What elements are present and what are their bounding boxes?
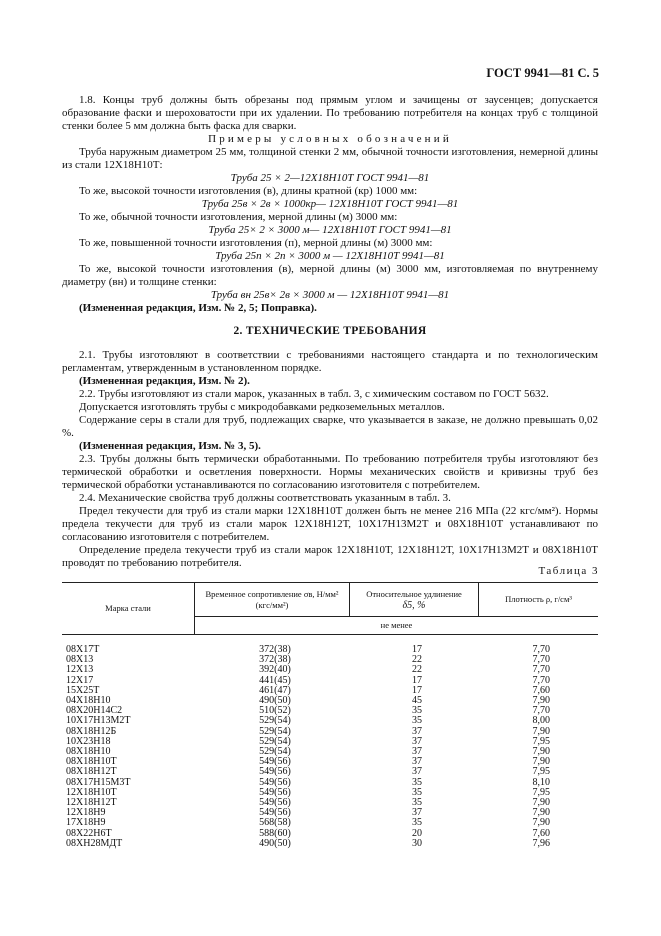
cell-elongation: 35 — [412, 715, 422, 727]
example-5-formula: Труба вн 25в× 2в × 3000 м — 12Х18Н10Т 9941—81 — [210, 289, 450, 301]
cell-tensile-strength: 549(56) — [259, 807, 291, 819]
cell-elongation: 37 — [412, 735, 422, 747]
cell-tensile-strength: 549(56) — [259, 756, 291, 768]
cell-density: 7,90 — [532, 817, 550, 829]
cell-tensile-strength: 510(52) — [259, 705, 291, 717]
section-2 — [62, 349, 598, 570]
cell-steel-grade: 15Х25Т — [66, 684, 100, 696]
cell-steel-grade: 08Х18Н10 — [66, 746, 111, 758]
cell-tensile-strength: 529(54) — [259, 715, 291, 727]
table-row — [62, 635, 598, 656]
paragraph-2-4-determination: Определение предела текучести труб из стали марок 12Х18Н10Т, 12Х18Н12Т, 10Х17Н13М2Т и 08Х18Н10Т проводят по требованию потребителя. — [62, 544, 598, 569]
table-row — [62, 727, 598, 737]
cell-elongation: 37 — [412, 756, 422, 768]
cell-tensile-strength: 529(54) — [259, 746, 291, 758]
cell-tensile-strength: 568(58) — [259, 817, 291, 829]
cell-steel-grade: 12Х17 — [66, 674, 94, 686]
subheader-minimum: не менее — [195, 617, 599, 635]
table-row — [62, 655, 598, 665]
col-header-elongation — [350, 583, 479, 617]
col-header-elongation-line2: δ5, % — [402, 599, 426, 611]
cell-elongation: 20 — [412, 827, 422, 839]
cell-density: 7,90 — [532, 725, 550, 737]
cell-density: 7,90 — [532, 797, 550, 809]
table-row — [62, 839, 598, 849]
cell-elongation: 37 — [412, 807, 422, 819]
cell-tensile-strength: 529(54) — [259, 725, 291, 737]
cell-density: 7,95 — [532, 735, 550, 747]
cell-density: 7,90 — [532, 746, 550, 758]
cell-tensile-strength: 529(54) — [259, 735, 291, 747]
cell-tensile-strength: 372(38) — [259, 644, 291, 655]
cell-density: 7,70 — [532, 664, 550, 676]
cell-tensile-strength: 549(56) — [259, 766, 291, 778]
paragraph-2-2-rare-earth: Допускается изготовлять трубы с микродобавками редкоземельных металлов. — [79, 401, 445, 413]
col-header-elongation-line1: Относительное удлинение — [366, 588, 462, 599]
table-row — [62, 778, 598, 788]
cell-tensile-strength: 372(38) — [259, 654, 291, 666]
example-3-formula: Труба 25× 2 × 3000 м— 12Х18Н10Т ГОСТ 9941—81 — [208, 224, 452, 236]
table-row — [62, 757, 598, 767]
cell-steel-grade: 08Х18Н10Т — [66, 756, 117, 768]
table-row — [62, 747, 598, 757]
cell-density: 7,70 — [532, 654, 550, 666]
cell-elongation: 17 — [412, 644, 422, 655]
table-row — [62, 696, 598, 706]
cell-elongation: 37 — [412, 766, 422, 778]
example-2-formula: Труба 25в × 2в × 1000кр— 12Х18Н10Т ГОСТ 9941—81 — [201, 198, 459, 210]
example-3-text: То же, обычной точности изготовления, мерной длины (м) 3000 мм: — [79, 211, 398, 223]
cell-density: 7,60 — [532, 684, 550, 696]
cell-tensile-strength: 441(45) — [259, 674, 291, 686]
cell-steel-grade: 12Х13 — [66, 664, 94, 676]
cell-tensile-strength: 588(60) — [259, 827, 291, 839]
example-1-text: Труба наружным диаметром 25 мм, толщиной стенки 2 мм, обычной точности изготовления, немерной длины из стали 12Х18Н10Т: — [62, 146, 598, 171]
table-row — [62, 706, 598, 716]
cell-tensile-strength: 392(40) — [259, 664, 291, 676]
cell-density: 7,90 — [532, 695, 550, 707]
table-row — [62, 665, 598, 675]
table-row — [62, 818, 598, 828]
cell-elongation: 30 — [412, 837, 422, 849]
cell-density: 7,90 — [532, 756, 550, 768]
cell-elongation: 35 — [412, 705, 422, 717]
table-row — [62, 737, 598, 747]
cell-elongation: 17 — [412, 684, 422, 696]
cell-steel-grade: 08Х17Н15М3Т — [66, 776, 131, 788]
cell-density: 7,70 — [532, 674, 550, 686]
example-4-text: То же, повышенной точности изготовления (п), мерной длины (м) 3000 мм: — [79, 237, 433, 249]
table-row — [62, 808, 598, 818]
section-2-title: 2. ТЕХНИЧЕСКИЕ ТРЕБОВАНИЯ — [233, 325, 427, 337]
col-header-density: Плотность ρ, г/см³ — [479, 583, 599, 617]
cell-steel-grade: 04Х18Н10 — [66, 695, 111, 707]
cell-tensile-strength: 490(50) — [259, 837, 291, 849]
cell-steel-grade: 08Х18Н12Т — [66, 766, 117, 778]
table-row — [62, 788, 598, 798]
cell-steel-grade: 10Х17Н13М2Т — [66, 715, 131, 727]
page-header: ГОСТ 9941—81 С. 5 — [486, 66, 599, 80]
cell-density: 8,00 — [532, 715, 550, 727]
paragraph-2-4: 2.4. Механические свойства труб должны соответствовать указанным в табл. 3. — [79, 492, 451, 504]
table-row — [62, 716, 598, 726]
table-row — [62, 767, 598, 777]
paragraph-2-3: 2.3. Трубы должны быть термически обработанными. По требованию потребителя трубы изготовляют без термической обработки и осветления поверхности. Нормы механических свойств и кривизны труб без термической обработки устанавливаются по согласованию изготовителя с потребителем. — [62, 453, 598, 491]
cell-steel-grade: 08ХН28МДТ — [66, 837, 123, 849]
cell-steel-grade: 08Х18Н12Б — [66, 725, 117, 737]
cell-elongation: 35 — [412, 776, 422, 788]
cell-elongation: 35 — [412, 786, 422, 798]
paragraph-2-1: 2.1. Трубы изготовляют в соответствии с требованиями настоящего стандарта и по технологическим регламентам, утвержденным в установленном порядке. — [62, 349, 598, 374]
cell-elongation: 22 — [412, 654, 422, 666]
table-row — [62, 829, 598, 839]
cell-steel-grade: 12Х18Н10Т — [66, 786, 117, 798]
cell-steel-grade: 12Х18Н9 — [66, 807, 106, 819]
examples-title: Примеры условных обозначений — [208, 133, 452, 145]
example-2-text: То же, высокой точности изготовления (в), длины кратной (кр) 1000 мм: — [79, 185, 418, 197]
col-header-strength: Временное сопротивление σв, Н/мм² (кгс/мм²) — [195, 583, 350, 617]
cell-density: 7,95 — [532, 786, 550, 798]
cell-elongation: 37 — [412, 725, 422, 737]
cell-density: 7,96 — [532, 837, 550, 849]
cell-steel-grade: 12Х18Н12Т — [66, 797, 117, 809]
cell-elongation: 37 — [412, 746, 422, 758]
cell-steel-grade: 08Х20Н14С2 — [66, 705, 123, 717]
cell-tensile-strength: 549(56) — [259, 797, 291, 809]
table-row — [62, 798, 598, 808]
cell-steel-grade: 10Х23Н18 — [66, 735, 111, 747]
example-5-text: То же, высокой точности изготовления (в), мерной длины (м) 3000 мм, изготовляемая по внутреннему диаметру (вн) и толщине стенки: — [62, 263, 598, 288]
cell-elongation: 45 — [412, 695, 422, 707]
amendment-2-1: (Измененная редакция, Изм. № 2). — [79, 375, 250, 387]
cell-density: 7,70 — [532, 705, 550, 717]
paragraph-1-8: 1.8. Концы труб должны быть обрезаны под прямым углом и зачищены от заусенцев; допускается образование фаски и шероховатости при их удалении. По требованию потребителя на концах труб с толщиной стенки более 5 мм должна быть фаска для сварки. — [62, 94, 598, 132]
table-body — [62, 635, 598, 850]
cell-density: 7,90 — [532, 807, 550, 819]
amendment-2-2: (Измененная редакция, Изм. № 3, 5). — [79, 440, 261, 452]
cell-steel-grade: 08Х13 — [66, 654, 94, 666]
section-1-8 — [62, 94, 598, 315]
steel-properties-table — [62, 582, 598, 849]
cell-density: 7,70 — [532, 644, 550, 655]
cell-tensile-strength: 549(56) — [259, 786, 291, 798]
cell-steel-grade: 17Х18Н9 — [66, 817, 106, 829]
paragraph-2-2: 2.2. Трубы изготовляют из стали марок, указанных в табл. 3, с химическим составом по ГОСТ 5632. — [79, 388, 549, 400]
example-1-formula: Труба 25 × 2—12Х18Н10Т ГОСТ 9941—81 — [230, 172, 430, 184]
paragraph-2-4-yield: Предел текучести для труб из стали марки 12Х18Н10Т должен быть не менее 216 МПа (22 кгс/мм²). Нормы предела текучести для труб из стали марок 12Х18Н12Т, 10Х17Н13М2Т и 08Х18Н10Т устанавливают по согласованию изготовителя с потребителем. — [62, 505, 598, 543]
table-row — [62, 686, 598, 696]
cell-elongation: 22 — [412, 664, 422, 676]
cell-tensile-strength: 461(47) — [259, 684, 291, 696]
col-header-grade: Марка стали — [62, 583, 195, 635]
amendment-note: (Измененная редакция, Изм. № 2, 5; Поправка). — [79, 302, 317, 314]
table-caption: Таблица 3 — [538, 565, 599, 577]
cell-tensile-strength: 549(56) — [259, 776, 291, 788]
cell-tensile-strength: 490(50) — [259, 695, 291, 707]
table-row — [62, 676, 598, 686]
cell-steel-grade: 08Х22Н6Т — [66, 827, 112, 839]
cell-elongation: 35 — [412, 797, 422, 809]
cell-elongation: 17 — [412, 674, 422, 686]
cell-density: 8,10 — [532, 776, 550, 788]
cell-elongation: 35 — [412, 817, 422, 829]
cell-density: 7,60 — [532, 827, 550, 839]
example-4-formula: Труба 25п × 2п × 3000 м — 12Х18Н10Т 9941—81 — [215, 250, 445, 262]
cell-steel-grade: 08Х17Т — [66, 644, 100, 655]
paragraph-2-2-sulfur: Содержание серы в стали для труб, подлежащих сварке, что указывается в заказе, не должно превышать 0,02 %. — [62, 414, 598, 439]
cell-density: 7,95 — [532, 766, 550, 778]
